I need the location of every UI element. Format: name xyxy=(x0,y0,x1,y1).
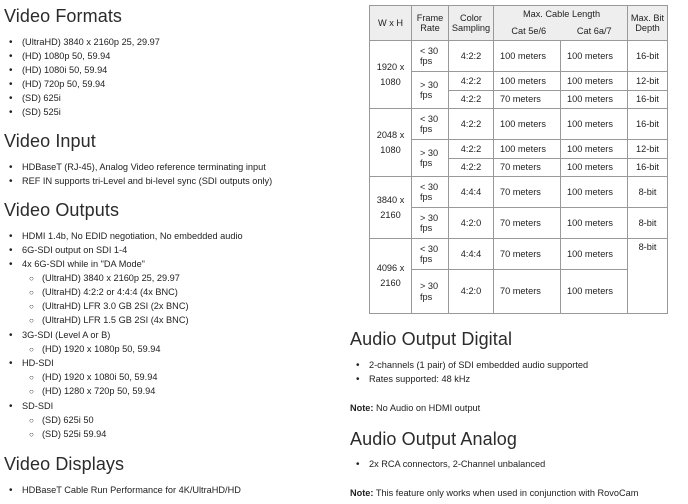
col-header-depth: Max. Bit Depth xyxy=(628,6,668,41)
cat5-cell: 70 meters xyxy=(494,270,561,314)
depth-cell: 8-bit xyxy=(628,177,668,208)
table-row xyxy=(370,270,668,314)
depth-cell: 16-bit xyxy=(628,109,668,140)
fps-cell: > 30 fps xyxy=(412,140,449,177)
video-input-heading: Video Input xyxy=(4,131,96,151)
cat6-cell: 100 meters xyxy=(561,109,628,140)
audio-analog-heading: Audio Output Analog xyxy=(350,429,518,449)
res-cell: 1920 x 1080 xyxy=(370,41,412,109)
cat6-cell: 100 meters xyxy=(561,270,628,314)
sub-list-item: ○ (HD) 1920 x 1080p 50, 59.94 xyxy=(42,344,161,355)
table-row xyxy=(370,72,668,91)
sub-list-item: ○ (UltraHD) 4:2:2 or 4:4:4 (4x BNC) xyxy=(42,287,178,298)
cat5-cell: 70 meters xyxy=(494,239,561,270)
list-item: • SD-SDI xyxy=(22,401,53,412)
sub-list-item: ○ (UltraHD) LFR 3.0 GB 2SI (2x BNC) xyxy=(42,301,189,312)
cat6-cell: 100 meters xyxy=(561,208,628,239)
audio-digital-heading: Audio Output Digital xyxy=(350,329,513,349)
depth-cell: 12-bit xyxy=(628,72,668,91)
list-item: • (HD) 1080i 50, 59.94 xyxy=(22,65,107,76)
cat5-cell: 70 meters xyxy=(494,159,561,177)
video-displays-heading: Video Displays xyxy=(4,454,125,474)
list-item: • 6G-SDI output on SDI 1-4 xyxy=(22,245,127,256)
table-row xyxy=(370,41,668,72)
table-row xyxy=(370,239,668,270)
video-outputs-heading: Video Outputs xyxy=(4,200,120,220)
fps-cell: < 30 fps xyxy=(412,177,449,208)
sampling-cell: 4:2:0 xyxy=(449,208,494,239)
sub-list-item: ○ (SD) 525i 59.94 xyxy=(42,429,106,440)
cat6-cell: 100 meters xyxy=(561,41,628,72)
note-label: Note: xyxy=(350,403,374,413)
col-header-res: W x H xyxy=(370,6,412,41)
audio-analog-note xyxy=(350,488,638,498)
sub-list-item: ○ (UltraHD) LFR 1.5 GB 2SI (4x BNC) xyxy=(42,315,189,326)
res-cell: 3840 x 2160 xyxy=(370,177,412,239)
cat6-cell: 100 meters xyxy=(561,91,628,109)
list-item: • (HD) 1080p 50, 59.94 xyxy=(22,51,110,62)
sampling-cell: 4:2:2 xyxy=(449,72,494,91)
list-item: • (UltraHD) 3840 x 2160p 25, 29.97 xyxy=(22,37,160,48)
sampling-cell: 4:2:2 xyxy=(449,140,494,159)
table-row xyxy=(370,177,668,208)
fps-cell: > 30 fps xyxy=(412,208,449,239)
res-cell: 4096 x 2160 xyxy=(370,239,412,314)
sampling-cell: 4:2:0 xyxy=(449,270,494,314)
list-item: • (SD) 625i xyxy=(22,93,61,104)
list-item: • 2-channels (1 pair) of SDI embedded audio supported xyxy=(369,360,588,371)
video-formats-heading: Video Formats xyxy=(4,6,123,26)
cat5-cell: 70 meters xyxy=(494,177,561,208)
sampling-cell: 4:4:4 xyxy=(449,239,494,270)
cat5-cell: 70 meters xyxy=(494,208,561,239)
cat5-cell: 70 meters xyxy=(494,91,561,109)
cable-performance-table xyxy=(369,5,668,314)
depth-cell: 16-bit xyxy=(628,159,668,177)
list-item: • HDMI 1.4b, No EDID negotiation, No embedded audio xyxy=(22,231,243,242)
fps-cell: > 30 fps xyxy=(412,270,449,314)
list-item: • Rates supported: 48 kHz xyxy=(369,374,470,385)
list-item: • 2x RCA connectors, 2-Channel unbalanced xyxy=(369,459,545,470)
note-text: This feature only works when used in conjunction with RovoCam xyxy=(373,488,639,498)
sub-list-item: ○ (HD) 1920 x 1080i 50, 59.94 xyxy=(42,372,157,383)
max-cable-label: Max. Cable Length xyxy=(522,9,601,19)
table-header-row xyxy=(370,6,668,41)
sub-list-item: ○ (HD) 1280 x 720p 50, 59.94 xyxy=(42,386,155,397)
list-item: • HD-SDI xyxy=(22,358,54,369)
cat6-cell: 100 meters xyxy=(561,239,628,270)
depth-cell: 8-bit xyxy=(628,239,668,314)
list-item: • (HD) 720p 50, 59.94 xyxy=(22,79,105,90)
cat6-cell: 100 meters xyxy=(561,72,628,91)
depth-cell: 16-bit xyxy=(628,91,668,109)
cat6-label: Cat 6a/7 xyxy=(576,26,612,36)
list-item: • REF IN supports tri-Level and bi-level sync (SDI outputs only) xyxy=(22,176,272,187)
cat5-label: Cat 5e/6 xyxy=(511,26,547,36)
list-item: • HDBaseT Cable Run Performance for 4K/UltraHD/HD xyxy=(22,485,241,496)
audio-digital-note xyxy=(350,403,480,413)
sampling-cell: 4:2:2 xyxy=(449,41,494,72)
table-row xyxy=(370,140,668,159)
sampling-cell: 4:2:2 xyxy=(449,159,494,177)
sub-list-item: ○ (UltraHD) 3840 x 2160p 25, 29.97 xyxy=(42,273,180,284)
depth-cell: 12-bit xyxy=(628,140,668,159)
col-header-max-cable xyxy=(494,6,628,41)
list-item: • 4x 6G-SDI while in "DA Mode" xyxy=(22,259,145,270)
depth-cell: 8-bit xyxy=(628,208,668,239)
table-row xyxy=(370,109,668,140)
note-text: No Audio on HDMI output xyxy=(373,403,481,413)
sub-list-item: ○ (SD) 625i 50 xyxy=(42,415,94,426)
fps-cell: < 30 fps xyxy=(412,109,449,140)
cat6-cell: 100 meters xyxy=(561,140,628,159)
sampling-cell: 4:4:4 xyxy=(449,177,494,208)
list-item: • HDBaseT (RJ-45), Analog Video reference terminating input xyxy=(22,162,266,173)
depth-cell: 16-bit xyxy=(628,41,668,72)
fps-cell: < 30 fps xyxy=(412,239,449,270)
list-item: • 3G-SDI (Level A or B) xyxy=(22,330,110,341)
sampling-cell: 4:2:2 xyxy=(449,91,494,109)
cat5-cell: 100 meters xyxy=(494,41,561,72)
sampling-cell: 4:2:2 xyxy=(449,109,494,140)
cat5-cell: 100 meters xyxy=(494,72,561,91)
fps-cell: < 30 fps xyxy=(412,41,449,72)
list-item: • (SD) 525i xyxy=(22,107,61,118)
cat5-cell: 100 meters xyxy=(494,140,561,159)
cat6-cell: 100 meters xyxy=(561,159,628,177)
cat5-cell: 100 meters xyxy=(494,109,561,140)
res-cell: 2048 x 1080 xyxy=(370,109,412,177)
table-row xyxy=(370,208,668,239)
cat6-cell: 100 meters xyxy=(561,177,628,208)
fps-cell: > 30 fps xyxy=(412,72,449,109)
col-header-frame-rate: Frame Rate xyxy=(412,6,449,41)
col-header-color-sampling: Color Sampling xyxy=(449,6,494,41)
note-label: Note: xyxy=(350,488,374,498)
